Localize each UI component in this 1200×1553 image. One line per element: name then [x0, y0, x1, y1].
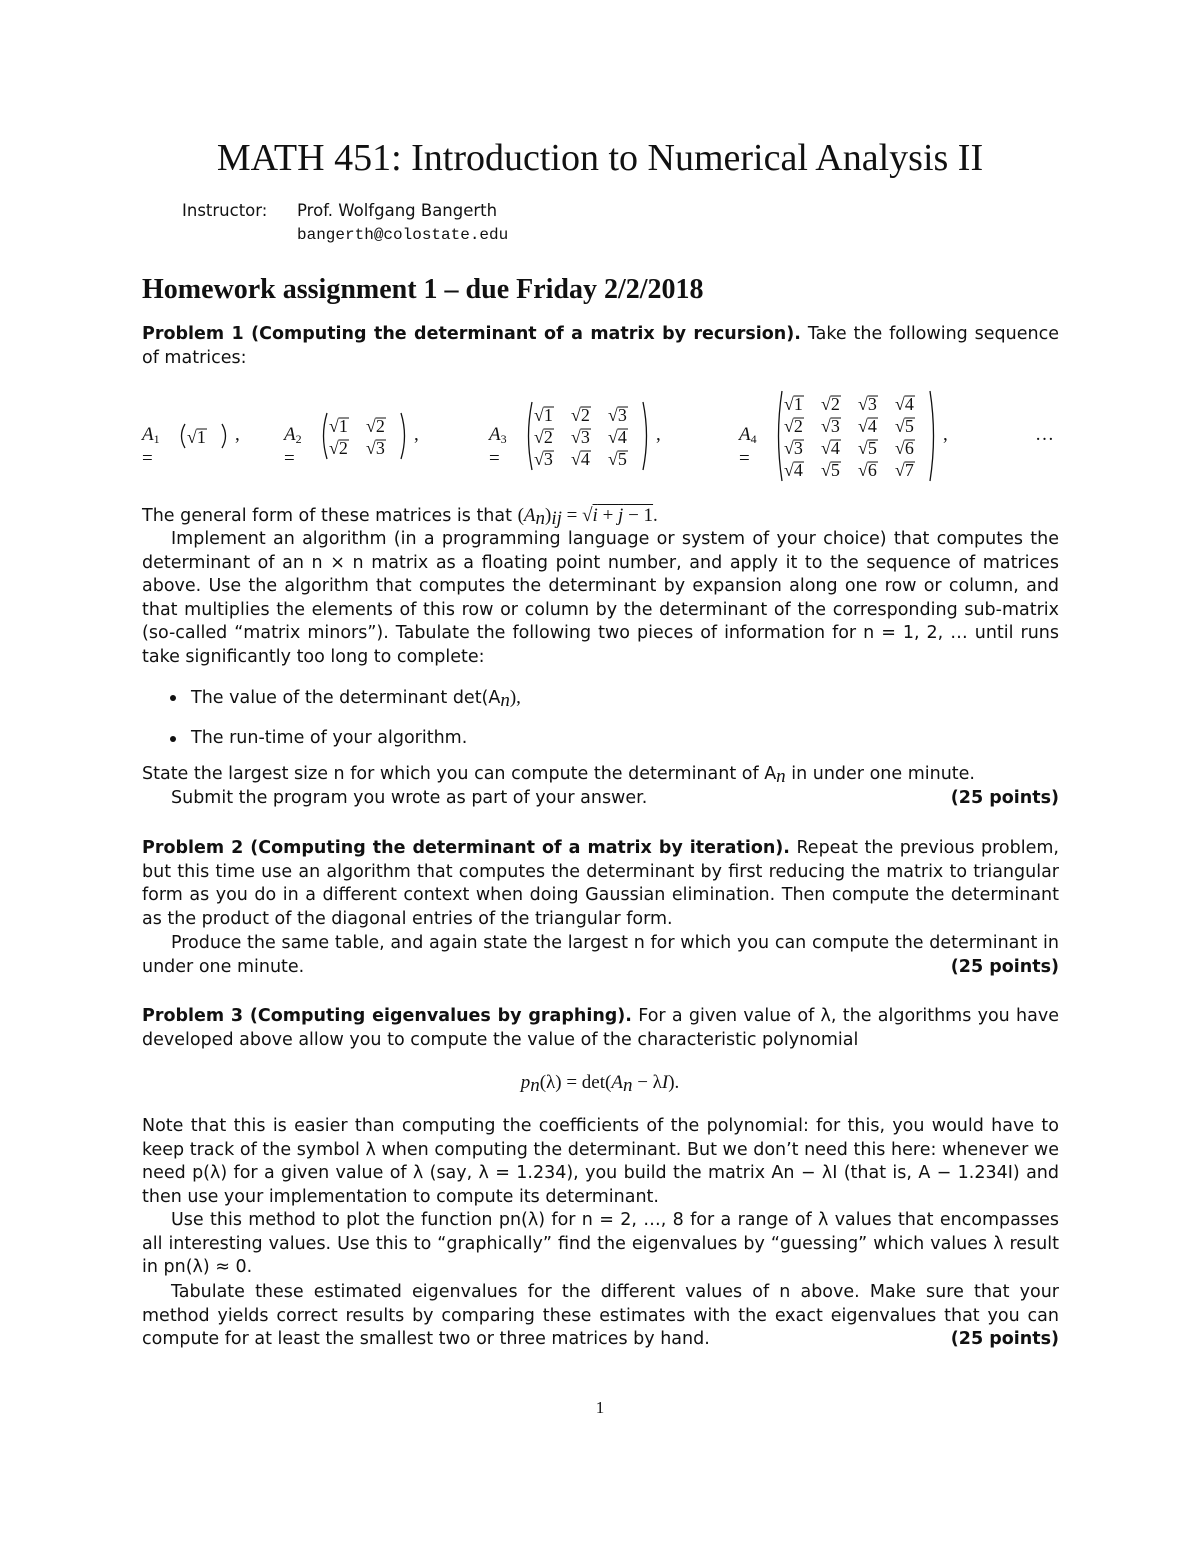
matrix-entry: √2	[366, 416, 385, 436]
matrix-entry: √5	[821, 460, 840, 480]
page-title: MATH 451: Introduction to Numerical Analysis II	[216, 137, 984, 179]
problem2-text2: Produce the same table, and again state the largest n for which you can compute the determinant in under one minute.	[142, 933, 1059, 977]
left-paren	[779, 391, 783, 481]
matrix-entry: √4	[858, 416, 877, 436]
matrix-body	[320, 412, 408, 460]
problem3-use: Use this method to plot the function pn(λ) for n = 2, …, 8 for a range of λ values that encompasses all interesting values. Use this to “graphically” find the eigenvalues by “guessing” which values λ result in pn(λ) ≈ 0.	[142, 1210, 1059, 1278]
matrix-entry: √1	[784, 394, 803, 414]
matrix-label: $A_2$ =	[284, 424, 302, 469]
general-form-formula: $(A_n)_{ij} = √i + j - 1$.	[517, 505, 658, 529]
matrix-entry: √5	[608, 449, 627, 469]
general-form-text: The general form of these matrices is that	[142, 506, 518, 526]
submit-text: Submit the program you wrote as part of your answer.	[171, 788, 648, 808]
matrix-entry: √1	[329, 416, 348, 436]
problem2-text: Repeat the previous problem, but this time use an algorithm that computes the determinant by first reducing the matrix to triangular form as you do in a different context when doing Gaussian elimination. Then compute the determinant as the product of the diagonal entries of the triangular form.	[142, 838, 1059, 929]
matrix-entry: √1	[187, 427, 206, 447]
right-paren	[643, 402, 647, 470]
matrix-entry: √3	[534, 449, 553, 469]
matrix-entry: √4	[608, 427, 627, 447]
matrix-entry: √4	[895, 394, 914, 414]
matrix-entry: √1	[534, 405, 553, 425]
list-item	[163, 727, 1059, 751]
problem1-body: Implement an algorithm (in a programming language or system of your choice) that computes the determinant of an n × n matrix as a floating point number, and apply it to the sequence of matrices above. Use the algorithm that computes the determinant by expansion along one row or column, and that multiplies the elements of this row or column by the determinant of the corresponding sub-matrix (so-called “matrix minors”). Tabulate the following two pieces of information for n = 1, 2, … until runs take significantly too long to complete:	[142, 529, 1059, 667]
matrix-body	[178, 423, 229, 449]
matrix-entry: √3	[858, 394, 877, 414]
problem2-title: Problem 2 (Computing the determinant of a matrix by iteration).	[142, 838, 790, 858]
matrix-comma: ,	[414, 424, 419, 445]
problem1-title: Problem 1 (Computing the determinant of a matrix by recursion).	[142, 324, 801, 344]
instructor-label: Instructor:	[182, 201, 268, 220]
equation-text: $p_n(\lambda) = \det(A_n - \lambda I)$.	[520, 1072, 680, 1096]
matrix-entry: √4	[571, 449, 590, 469]
problem1-state: State the largest size n for which you can compute the determinant of $A_n$ in under one minute.	[142, 764, 975, 787]
general-form	[142, 504, 1059, 529]
matrix-entry: √4	[784, 460, 803, 480]
instructor-name: Prof. Wolfgang Bangerth	[297, 201, 498, 220]
problem1-intro	[142, 323, 1059, 370]
right-paren	[401, 413, 405, 459]
state-end-text: in under one minute.	[785, 764, 975, 784]
instructor-email: bangerth@colostate.edu	[297, 226, 509, 244]
matrix-entry: √3	[366, 438, 385, 458]
matrix-label: $A_1$ =	[142, 424, 160, 469]
bullet-text: The value of the determinant det(A	[191, 688, 501, 708]
matrix-sequence	[142, 380, 1059, 485]
problem1-submit	[142, 787, 1059, 811]
problem3-note: Note that this is easier than computing the coefficients of the polynomial: for this, you would have to keep track of the symbol λ when computing the determinant. But we don’t need this here: whenever we need p(λ) for a given value of λ (say, λ = 1.234), you build the matrix An − λI (that is, A − 1.234I) and then use your implementation to compute its determinant.	[142, 1116, 1059, 1207]
problem3-intro	[142, 1005, 1059, 1052]
matrix-entry: √6	[895, 438, 914, 458]
problem1-bullets	[163, 686, 1059, 750]
matrix-body	[775, 390, 937, 482]
problem3-intro-text: For a given value of λ, the algorithms you have developed above allow you to compute the value of the characteristic polynomial	[142, 1006, 1059, 1050]
problem3-tabulate	[142, 1281, 1059, 1352]
matrix-entry: √2	[784, 416, 803, 436]
list-item: The value of the determinant $\det(A_n)$,	[163, 686, 1059, 711]
matrix-entry: √2	[534, 427, 553, 447]
matrix-entry: √3	[821, 416, 840, 436]
left-paren	[182, 424, 186, 448]
points-label: (25 points)	[950, 788, 1059, 808]
problem3-equation	[0, 1071, 1200, 1096]
left-paren	[324, 413, 328, 459]
left-paren	[529, 402, 533, 470]
matrix-ellipsis: …	[1035, 424, 1054, 445]
matrix-entry: √2	[329, 438, 348, 458]
matrix-entry: √3	[784, 438, 803, 458]
problem1-intro-text: Take the following sequence of matrices:	[142, 324, 1059, 368]
matrix-entry: √6	[858, 460, 877, 480]
bullet-text: The run-time of your algorithm.	[191, 727, 468, 748]
problem3-title: Problem 3 (Computing eigenvalues by graphing).	[142, 1006, 632, 1026]
matrix-comma: ,	[656, 424, 661, 445]
matrix-entry: √5	[858, 438, 877, 458]
matrix-body	[525, 401, 650, 471]
state-text: State the largest size n for which you can compute the determinant of A	[142, 764, 777, 784]
matrix-entry: √4	[821, 438, 840, 458]
matrix-entry: √5	[895, 416, 914, 436]
problem2-body2	[142, 932, 1059, 979]
homework-heading: Homework assignment 1 – due Friday 2/2/2018	[142, 274, 704, 305]
right-paren	[222, 424, 226, 448]
matrix-comma: ,	[943, 424, 948, 445]
right-paren	[930, 391, 934, 481]
matrix-entry: √3	[571, 427, 590, 447]
points-label: (25 points)	[950, 956, 1059, 977]
matrix-label: $A_4$ =	[739, 424, 757, 469]
matrix-label: $A_3$ =	[489, 424, 507, 469]
matrix-entry: √7	[895, 460, 914, 480]
matrix-entry: √2	[571, 405, 590, 425]
page-number: 1	[595, 1398, 605, 1417]
matrix-comma: ,	[235, 424, 240, 445]
matrix-entry: √2	[821, 394, 840, 414]
matrix-entry: √3	[608, 405, 627, 425]
tabulate-text: Tabulate these estimated eigenvalues for the different values of n above. Make sure that your method yields correct results by comparing these estimates with the exact eigenvalues that you can compute for at least the smallest two or three matrices by hand.	[142, 1282, 1059, 1350]
problem2-body	[142, 837, 1059, 931]
points-label: (25 points)	[950, 1329, 1059, 1350]
